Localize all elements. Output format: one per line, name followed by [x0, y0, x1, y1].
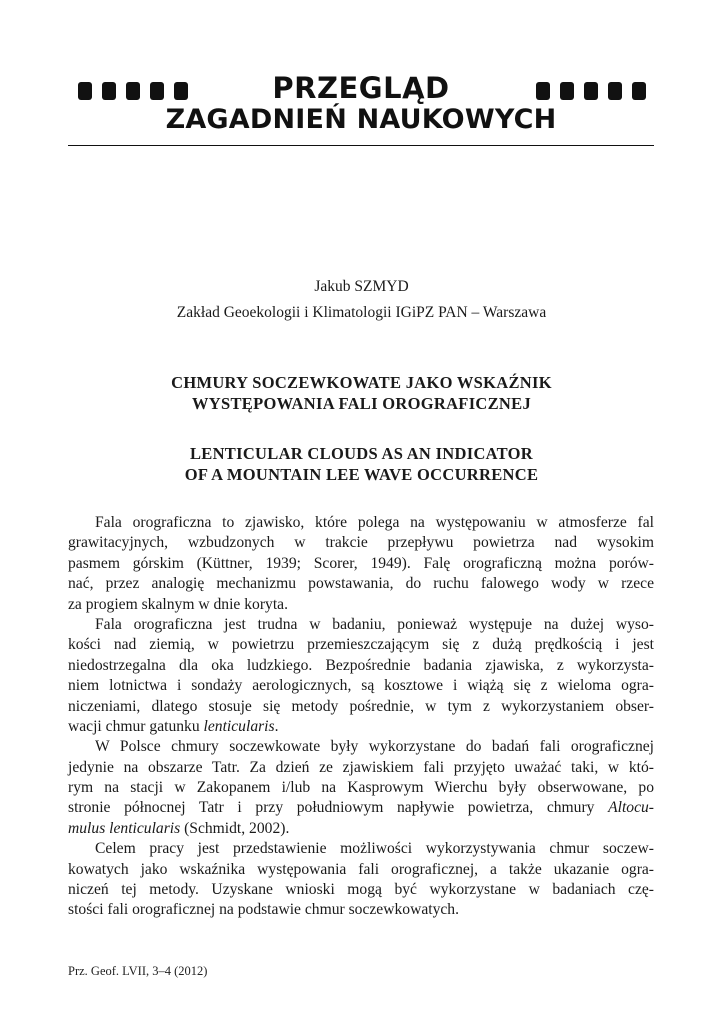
journal-masthead [68, 62, 654, 146]
italic-term: mulus lenticularis [68, 819, 181, 837]
masthead-title-line1: PRZEGLĄD [272, 71, 450, 105]
article-body [68, 513, 654, 921]
body-line: rym na stacji w Zakopanem i/lub na Kasprowym Wierchu były obserwowane, po [68, 779, 654, 797]
masthead-title-line2: ZAGADNIEŃ NAUKOWYCH [165, 104, 557, 135]
body-line [68, 819, 654, 839]
author-name: Jakub SZMYD [314, 278, 409, 295]
title-line: LENTICULAR CLOUDS AS AN INDICATOR [189, 444, 534, 463]
body-line: kowatych jako wskaźnika występowania fali orograficznej, a także ukazanie ogra- [68, 860, 654, 878]
body-text-segment: . [274, 717, 279, 735]
title-line: CHMURY SOCZEWKOWATE JAKO WSKAŹNIK [171, 373, 552, 392]
italic-term: lenticularis [203, 717, 275, 735]
square-ornament [584, 82, 598, 100]
body-line: Celem pracy jest przedstawienie możliwości wykorzystywania chmur soczew- [95, 840, 654, 858]
author-affiliation: Zakład Geoekologii i Klimatologii IGiPZ PAN – Warszawa [176, 304, 547, 321]
italic-term: Altocu- [608, 799, 654, 817]
body-line: grawitacyjnych, wzbudzonych w trakcie przepływu powietrza nad wysokim [68, 534, 654, 552]
body-line [68, 717, 654, 737]
body-line: niedostrzegalna dla oka ludzkiego. Bezpośrednie badania zjawiska, z wykorzysta- [68, 656, 654, 674]
body-line: Fala orograficzna to zjawisko, które polega na występowaniu w atmosferze fal [95, 514, 654, 531]
body-line: niczeniami, dlatego stosuje się metody pośrednie, w tym z wykorzystaniem obser- [68, 697, 654, 715]
square-ornament [608, 82, 622, 100]
body-line: Fala orograficzna jest trudna w badaniu, ponieważ występuje na dużej wyso- [95, 615, 654, 633]
body-text-segment: (Schmidt, 2002). [180, 819, 290, 837]
masthead-decoration-right [536, 82, 646, 100]
body-text-segment: stronie północnej Tatr i przy południowym napływie powietrza, chmury [68, 799, 609, 817]
title-line: OF A MOUNTAIN LEE WAVE OCCURRENCE [184, 465, 539, 484]
square-ornament [536, 82, 550, 100]
title-line: WYSTĘPOWANIA FALI OROGRAFICZNEJ [191, 394, 532, 413]
body-text-segment: wacji chmur gatunku [68, 717, 204, 735]
body-line: niem lotnictwa i sondaży aerologicznych, są kosztowe i wiążą się z wieloma ogra- [68, 677, 654, 695]
body-line: W Polsce chmury soczewkowate były wykorzystane do badań fali orograficznej [95, 738, 654, 756]
body-line: niczeń tej metody. Uzyskane wnioski mogą być wykorzystane w badaniach czę- [68, 881, 654, 899]
body-line: za progiem skalnym w dnie koryta. [68, 595, 288, 613]
body-line: kości nad ziemią, w powietrzu przemieszczającym się z dużą prędkością i jest [68, 636, 654, 654]
article-title-english [0, 443, 723, 485]
body-line: jedynie na obszarze Tatr. Za dzień ze zjawiskiem fali przyjęto uważać taki, w któ- [68, 758, 654, 776]
square-ornament [632, 82, 646, 100]
header-rule [68, 145, 654, 146]
body-line: nać, przez analogię mechanizmu powstawania, do ruchu falowego wody w rzece [68, 575, 654, 593]
article-title-polish [0, 372, 723, 414]
page-footer-citation: Prz. Geof. LVII, 3–4 (2012) [68, 964, 208, 978]
square-ornament [560, 82, 574, 100]
body-line: pasmem górskim (Küttner, 1939; Scorer, 1949). Falę orograficzną można porów- [68, 554, 654, 572]
body-line: stości fali orograficznej na podstawie chmur soczewkowatych. [68, 901, 460, 919]
body-line [68, 798, 654, 818]
